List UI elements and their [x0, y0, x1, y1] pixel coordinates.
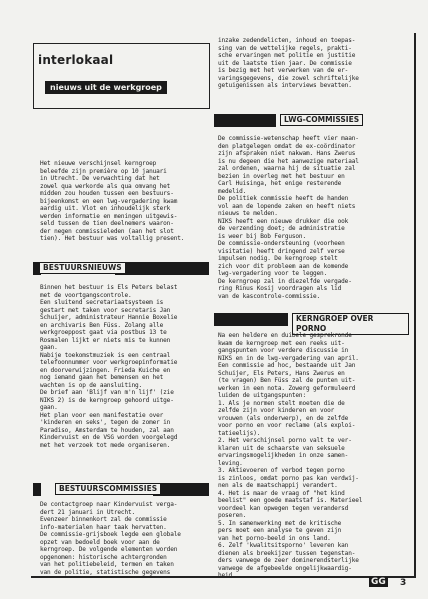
bestuursnieuws-heading	[33, 262, 209, 275]
bestuurscommissies-heading-label: BESTUURSCOMMISSIES	[55, 483, 161, 495]
bestuurscommissies-heading	[33, 483, 209, 496]
lwg-commissies-heading	[214, 114, 409, 127]
bestuurscommissies-text: De contactgroep naar Kindervuist verga- dert 21 januari in Utrecht. Evenzeer binnenkort zal de commissie info-materialen haar taak hervatten. De commissie-grijsboek legde een globale opzet van bedoeld boek voor aan de kerngroep. De volgende elementen worden opgenomen: historische achtergronden van het politiebeleid, termen en taken van de politie, statistische gegevens	[40, 501, 181, 576]
kerngroep-porno-text: Na een heldere en duibele gesprekronde kwam de kerngroep met een reeks uit- gangspunten voor verdere discussie in NIKS en in de lwg-vergadering van april. Een commissie ad hoc, bestaande uit Jan Schuijer, Els Peters, Hans Zwerus en (te vragen) Ben Füss zal de punten uit- werken in een nota. Zowerg geformuleerd luiden de uitgangspunten: 1. Als je normen stelt moeten die de zelfde zijn voor kinderen en voor vrouwen (als onderwerp), en de zelfde voor porno en voor reclame (als exploi- tatieelijs). 2. Het verschijnsel porno valt te ver- klaren uit de schaarste van seksuele ervaringsmogelijkheden in onze samen- leving. 3. Aktievoeren of verbod tegen porno is zinloos, omdat porno pas kan verdwij- nen als de maatschappij verandert. 4. Het is maar de vraag of "het kind beelist" een goede maatstaf is. Materieel voordeel kan opwegen tegen verandersd poseren. 5. In samenwerking met de kritische pers moet een analyse te geven zijn van het porno-beeld in ons land. 6. Zelf 'kwalitsitsporno' leveren kan dienen als breekijzer tussen tegenstan- ders vanwege de zeer dominerendsterlijke vanwege de afgebeelde ongelijkwaardig- heid.	[218, 332, 363, 579]
right-top-text: inzake zedendelicten, inhoud en toepas- sing van de wettelijke regels, prakti- sche ervaringen met politie en justitie uit de laatste tien jaar. De commissie is bezig met het verwerken van de er- varingsgegevens, die zowel schriftelijke getuigenissen als interviews bevatten.	[218, 37, 359, 89]
publication-logo: GG	[371, 577, 386, 587]
intro-text: Het nieuwe verschijnsel kerngroep beleefde zijn première op 10 januari in Utrecht. De verwachting dat het zowel qua werkorde als qua omvang het midden zou houden tussen een bestuurs- bijeenkomst en een lwg-vergadering kwam aardig uit. Vlot en inhoudelijk sterk werden informatie en meningen uitgewis- seld tussen de tien deelnemers waaron- der negen commissieleden (aan het slot tien). Het bestuur was voltallig present.	[40, 160, 185, 242]
page-number: 3	[400, 578, 407, 588]
lwg-commissies-heading-label: LWG-COMMISSIES	[280, 114, 363, 126]
bestuursnieuws-heading-label: BESTUURSNIEUWS	[39, 262, 126, 274]
masthead-subtitle: nieuws uit de werkgroep	[45, 81, 167, 94]
kerngroep-porno-heading-label: KERNGROEP OVER PORNO	[292, 313, 409, 335]
lwg-commissies-text: De commissie-wetenschap heeft vier maan- den platgelegen omdat de ex-coördinator zijn afspraken niet nakwam. Hans Zwerus is nu degeen die het aanwezige materiaal zal ordenen, waarna hij de situatie zal bezien in overleg met het bestuur en Carl Huisinga, het enige resterende medelid. De politiek commissie heeft de handen vol aan de lopende zaken en heeft niets nieuws te melden. NIKS heeft een nieuwe drukker die ook de verzending doet; de administratie is weer bij Bob Ferguson. De commissie-ondersteuning (voorheen visitatie) heeft dringend zelf verse impulsen nodig. De kerngroep stelt zich voor dit probleem aan de komende lwg-vergadering voor te leggen. De kerngroep zal in diezelfde vergade- ring Rinus Kosij voordragen als lid van de kascontrole-commissie.	[218, 135, 359, 300]
masthead-title: interlokaal	[38, 53, 114, 67]
bestuursnieuws-text: Binnen het bestuur is Els Peters belast met de voortgangscontrole. Een sluitend secretariaatsysteem is gestart met taken voor secretaris Jan Schuijer, administrateur Hannie Boxelie en archivaris Ben Füss. Zolang alle werkgroeppost gaat via postbus 13 te Rosmalen lijkt er niets mis te kunnen gaan. Nabije toekomstmuziek is een centraal telefoonnummer voor werkgroepinformatie en doorverwijzingen. Frieda Kuiche en nog iemand gaan het bemensen en het wachten is op de aansluiting. De brief aan 'Blijf van m'n lijf' (zie NIKS 2) is de kerngroep gehoord uitge- gaan. Het plan voor een manifestatie over 'kinderen en seks', tegen de zomer in Paradiso, Amsterdam te houden, zal aan Kindervuist en de VSG worden voorgelegd met het verzoek tot mede organiseren.	[40, 284, 178, 449]
kerngroep-porno-heading	[214, 313, 409, 333]
